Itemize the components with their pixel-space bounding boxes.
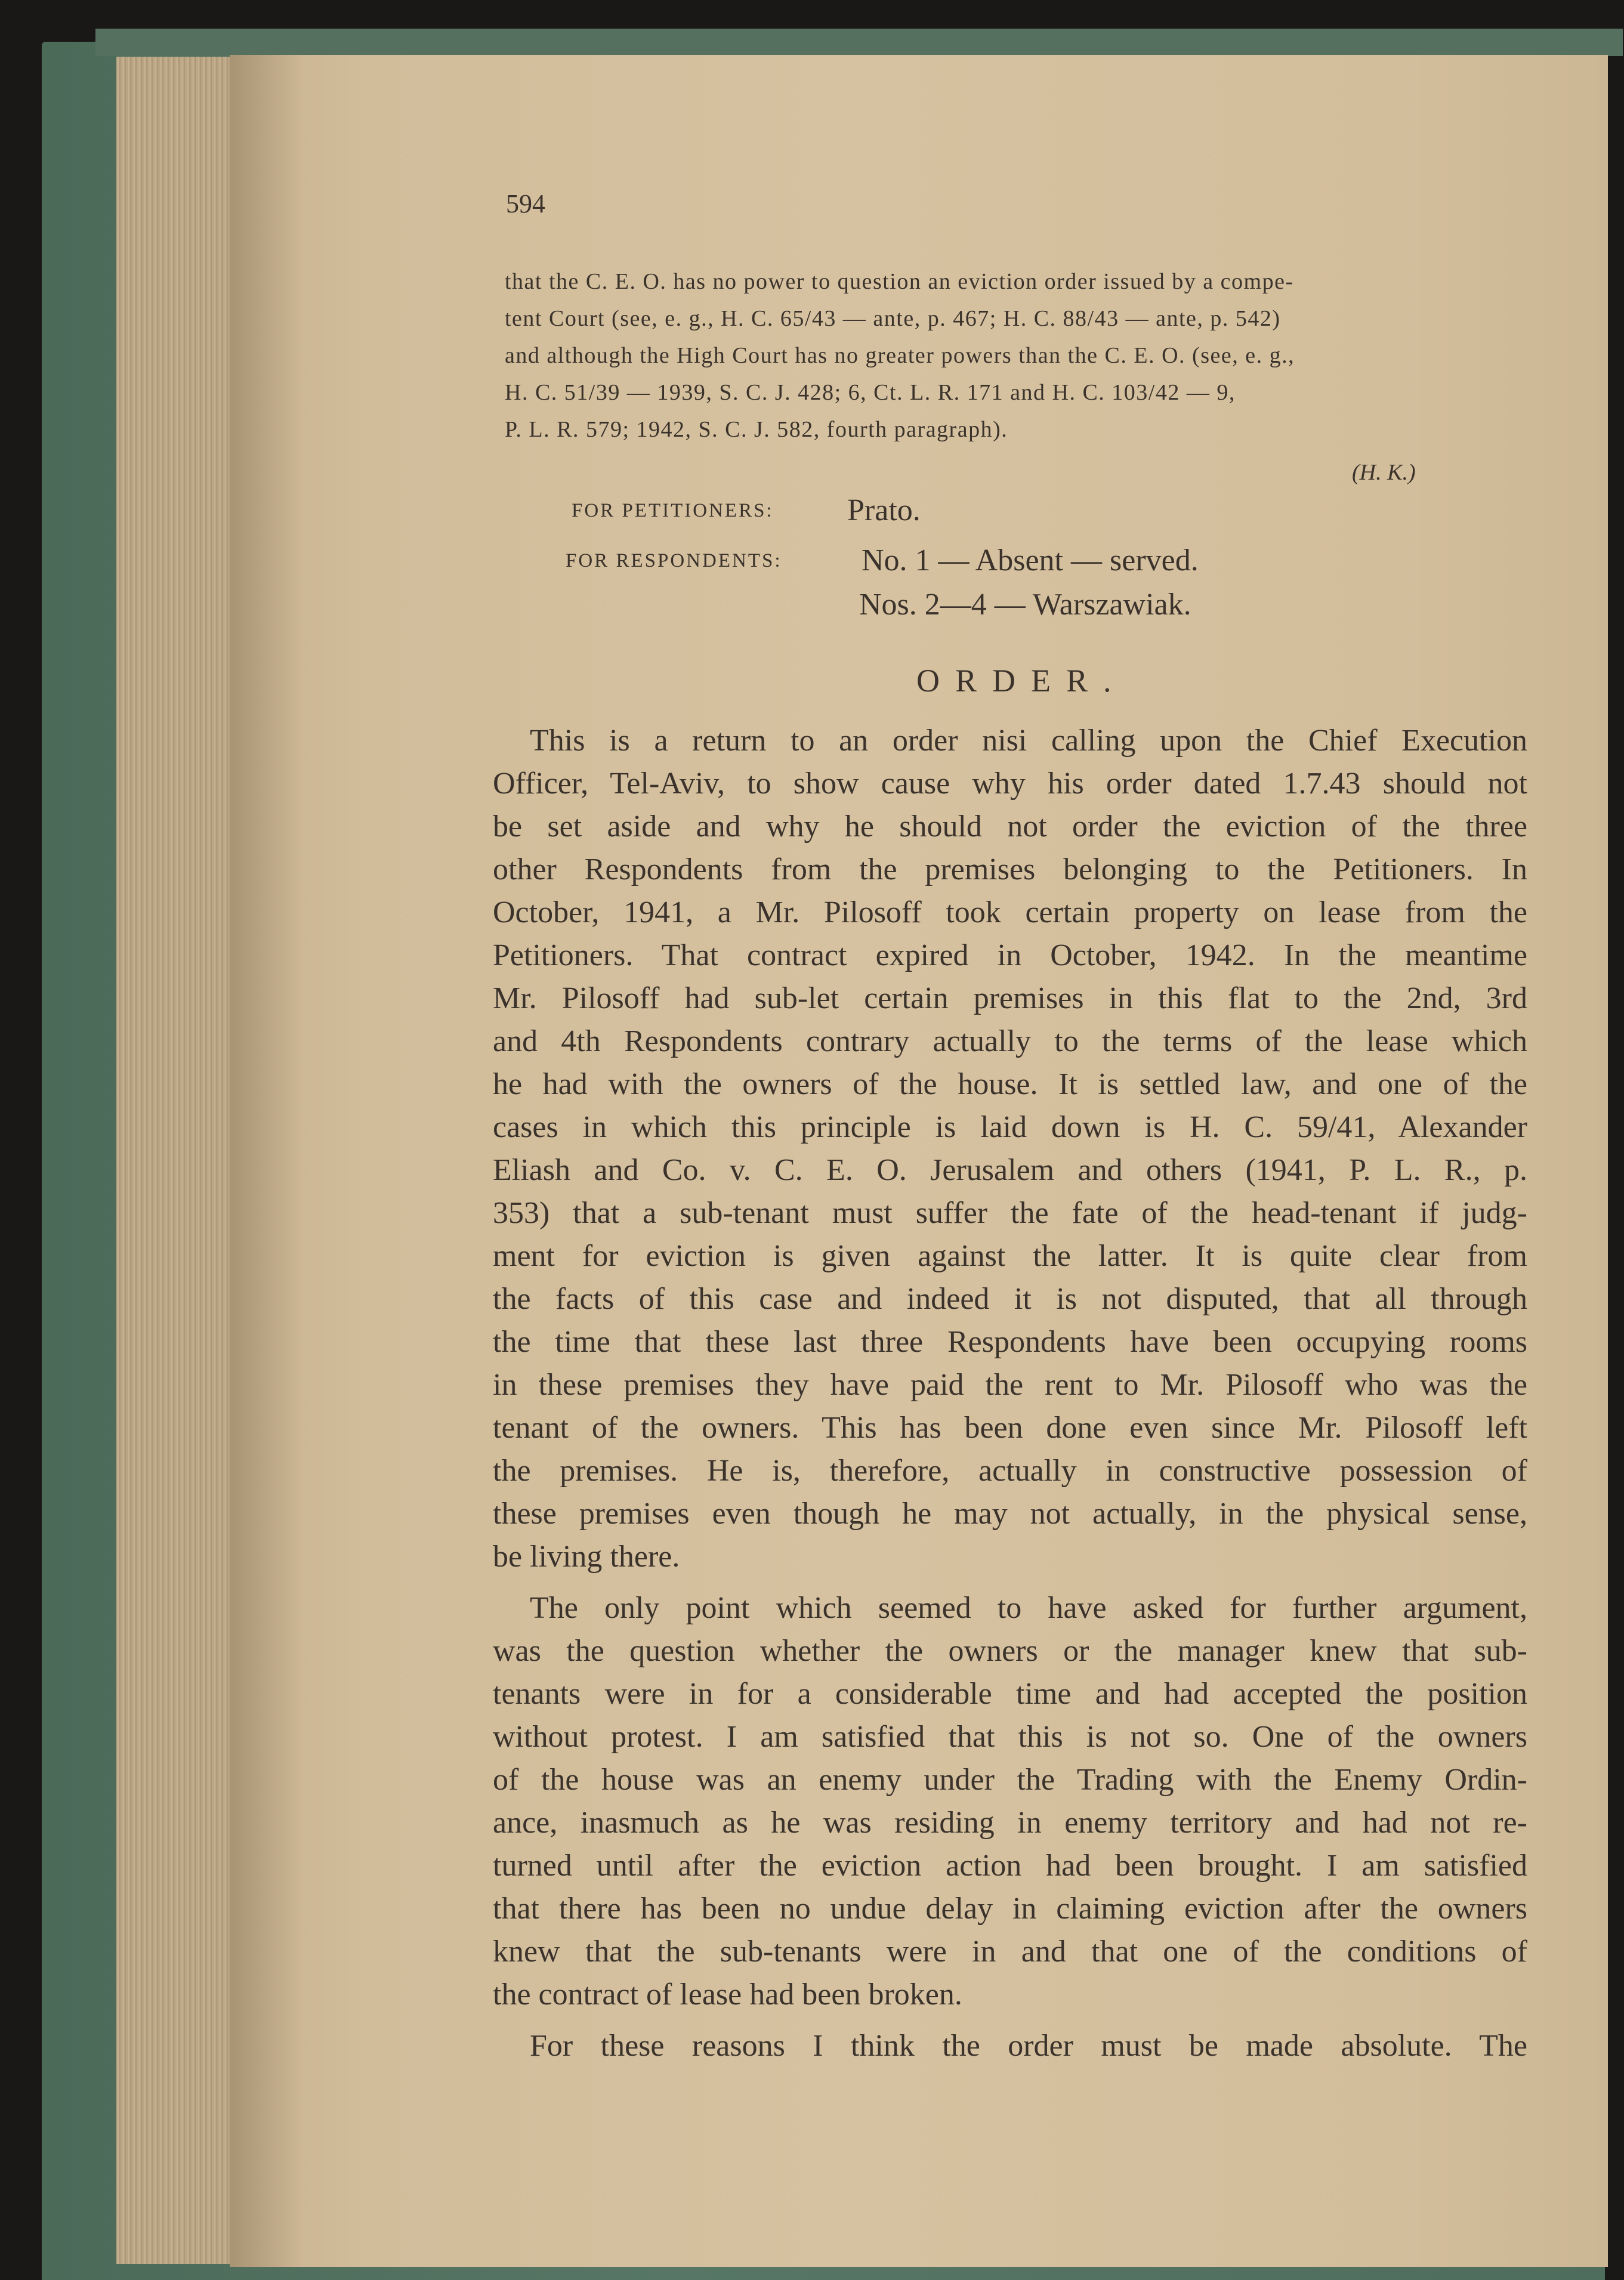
- body-line: tenants were in for a considerable time and had accepted the position: [493, 1677, 1527, 1711]
- note-line: H. C. 51/39 — 1939, S. C. J. 428; 6, Ct. L. R. 171 and H. C. 103/42 — 9,: [505, 380, 1236, 405]
- book-cover-top-edge: [95, 29, 1623, 56]
- note-line: that the C. E. O. has no power to question an eviction order issued by a compe-: [505, 269, 1294, 294]
- petitioners-counsel: Prato.: [847, 493, 921, 527]
- body-line: be living there.: [493, 1540, 680, 1574]
- respondents-label: FOR RESPONDENTS:: [566, 550, 782, 571]
- body-line: these premises even though he may not actually, in the physical sense,: [493, 1497, 1527, 1531]
- body-line: ance, inasmuch as he was residing in enemy territory and had not re-: [493, 1806, 1527, 1840]
- body-line: October, 1941, a Mr. Pilosoff took certain property on lease from the: [493, 895, 1527, 929]
- body-line: Officer, Tel-Aviv, to show cause why his order dated 1.7.43 should not: [493, 767, 1527, 801]
- page-number: 594: [506, 189, 545, 218]
- body-line: and 4th Respondents contrary actually to the terms of the lease which: [493, 1024, 1527, 1058]
- body-line: Petitioners. That contract expired in October, 1942. In the meantime: [493, 938, 1527, 972]
- body-line: be set aside and why he should not order the eviction of the three: [493, 810, 1527, 844]
- body-line: of the house was an enemy under the Trading with the Enemy Ordin-: [493, 1763, 1527, 1797]
- note-line: P. L. R. 579; 1942, S. C. J. 582, fourth paragraph).: [505, 417, 1008, 442]
- body-line: the facts of this case and indeed it is not disputed, that all through: [493, 1282, 1527, 1316]
- note-line: and although the High Court has no greater powers than the C. E. O. (see, e. g.,: [505, 343, 1295, 368]
- body-line: without protest. I am satisfied that this is not so. One of the owners: [493, 1720, 1527, 1754]
- body-line: The only point which seemed to have asked for further argument,: [530, 1591, 1527, 1625]
- note-line: tent Court (see, e. g., H. C. 65/43 — ante, p. 467; H. C. 88/43 — ante, p. 542): [505, 306, 1281, 331]
- body-line: ment for eviction is given against the latter. It is quite clear from: [493, 1239, 1527, 1273]
- body-line: the contract of lease had been broken.: [493, 1978, 962, 2012]
- body-line: the time that these last three Respondents have been occupying rooms: [493, 1325, 1527, 1359]
- petitioners-label: FOR PETITIONERS:: [572, 500, 774, 521]
- body-line: For these reasons I think the order must be made absolute. The: [530, 2029, 1527, 2063]
- body-line: the premises. He is, therefore, actually in constructive possession of: [493, 1454, 1527, 1488]
- body-line: knew that the sub-tenants were in and that one of the conditions of: [493, 1935, 1527, 1969]
- editor-initials: (H. K.): [1352, 460, 1416, 485]
- gutter-shadow: [230, 55, 301, 2267]
- respondents-counsel-line-1: No. 1 — Absent — served.: [862, 543, 1199, 577]
- body-line: that there has been no undue delay in claiming eviction after the owners: [493, 1892, 1527, 1926]
- body-line: in these premises they have paid the rent to Mr. Pilosoff who was the: [493, 1368, 1527, 1402]
- body-line: was the question whether the owners or the manager knew that sub-: [493, 1634, 1527, 1668]
- body-line: other Respondents from the premises belonging to the Petitioners. In: [493, 852, 1527, 886]
- body-line: tenant of the owners. This has been done even since Mr. Pilosoff left: [493, 1411, 1527, 1445]
- order-heading: ORDER.: [916, 663, 1127, 699]
- respondents-counsel-line-2: Nos. 2—4 — Warszawiak.: [859, 588, 1191, 622]
- body-line: he had with the owners of the house. It is settled law, and one of the: [493, 1067, 1527, 1101]
- body-line: This is a return to an order nisi calling upon the Chief Execution: [530, 724, 1527, 758]
- body-line: turned until after the eviction action had been brought. I am satisfied: [493, 1849, 1527, 1883]
- body-line: cases in which this principle is laid down is H. C. 59/41, Alexander: [493, 1110, 1527, 1144]
- body-line: 353) that a sub-tenant must suffer the fate of the head-tenant if judg-: [493, 1196, 1527, 1230]
- body-line: Mr. Pilosoff had sub-let certain premises in this flat to the 2nd, 3rd: [493, 981, 1527, 1015]
- body-line: Eliash and Co. v. C. E. O. Jerusalem and others (1941, P. L. R., p.: [493, 1153, 1527, 1187]
